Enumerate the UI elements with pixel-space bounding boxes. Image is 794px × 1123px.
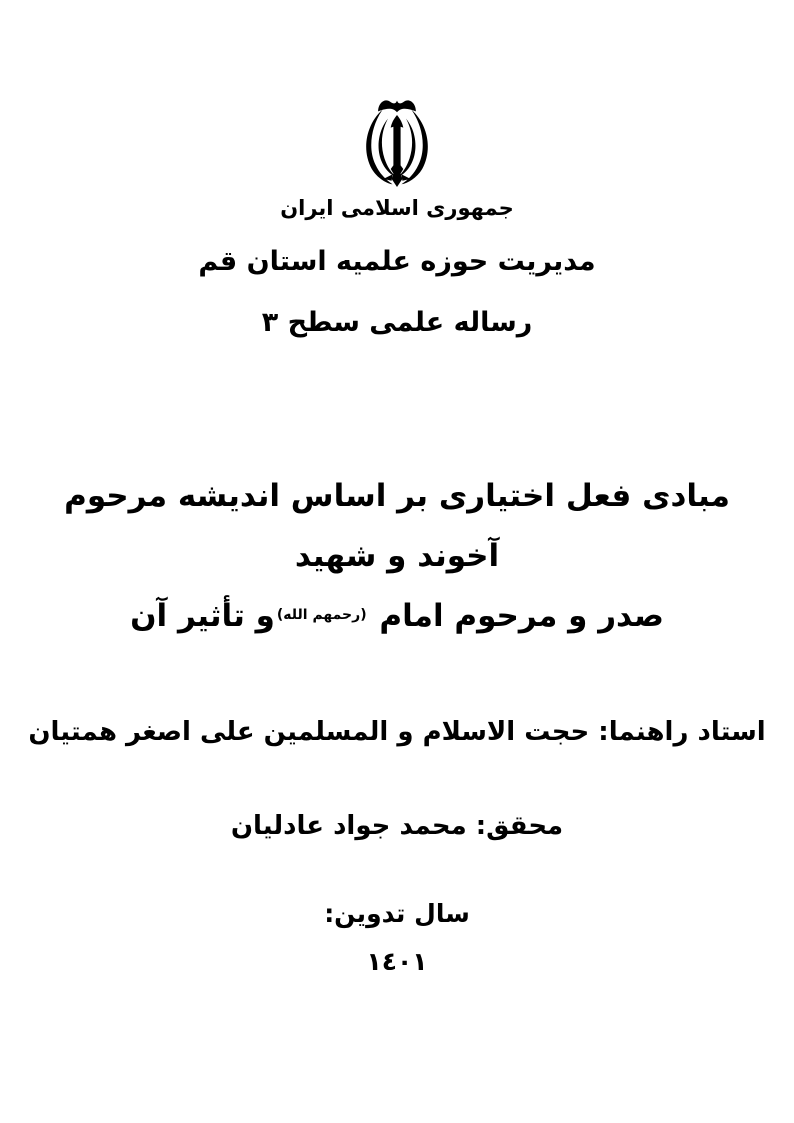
- supervisor-line: استاد راهنما: حجت الاسلام و المسلمین علی اصغر همتیان: [28, 717, 766, 747]
- country-name: جمهوری اسلامی ایران: [280, 196, 514, 220]
- researcher-line: محقق: محمد جواد عادلیان: [230, 811, 564, 841]
- thesis-title-line-1: مبادی فعل اختیاری بر اساس اندیشه مرحوم آخوند و شهید: [64, 478, 730, 574]
- compilation-year-label: سال تدوین:: [324, 899, 470, 928]
- thesis-title-line-2-suffix: و تأثیر آن: [130, 598, 275, 634]
- thesis-title: [0, 466, 794, 652]
- thesis-title-line-2-prefix: صدر و مرحوم امام: [368, 598, 664, 634]
- compilation-year-value: ١٤٠١: [366, 947, 428, 976]
- thesis-title-line-2: [130, 598, 664, 634]
- organization-name: مدیریت حوزه علمیه استان قم: [198, 246, 596, 277]
- thesis-title-honorific: (رحمهم الله): [276, 607, 367, 623]
- iran-emblem-icon: [0, 97, 794, 191]
- document-type-line: رساله علمی سطح ۳: [261, 307, 533, 338]
